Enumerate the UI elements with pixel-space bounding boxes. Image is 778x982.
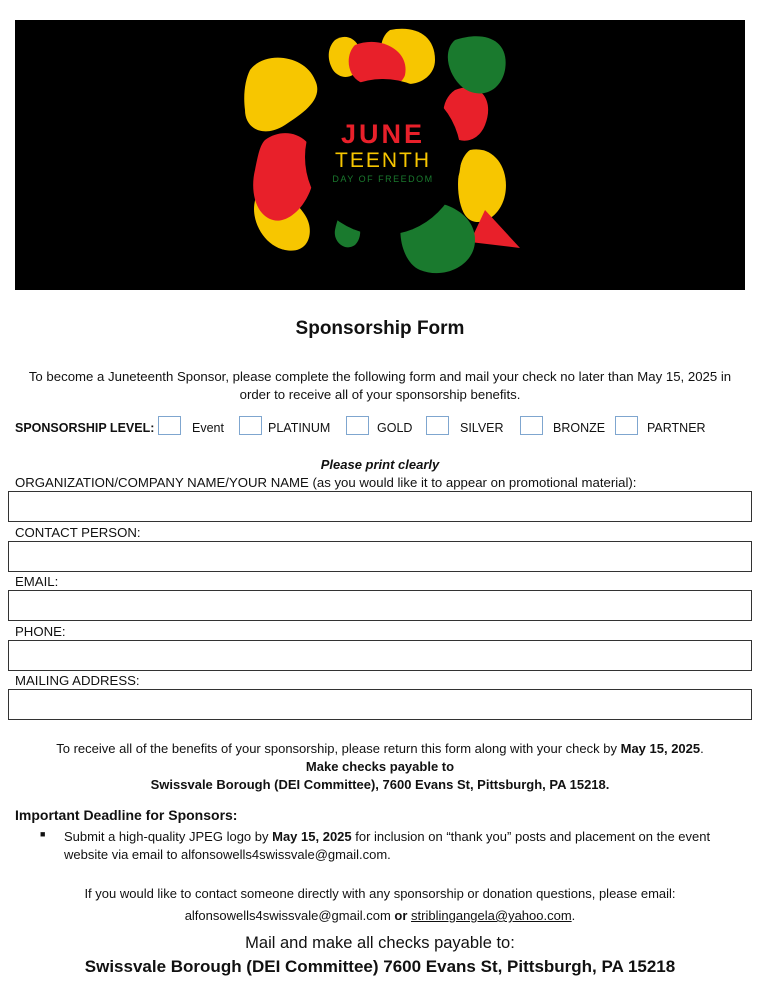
- contact-section: If you would like to contact someone directly with any sponsorship or donation questions, please email: alfonsowells4swissvale@gmail.com or striblingangela@yahoo.com.: [0, 883, 760, 927]
- payable-address: Swissvale Borough (DEI Committee), 7600 Evans St, Pittsburgh, PA 15218.: [150, 777, 610, 792]
- yellow-splash: [244, 58, 317, 132]
- contact-email-1[interactable]: alfonsowells4swissvale@gmail.com: [184, 908, 391, 923]
- option-silver-label: SILVER: [460, 421, 504, 435]
- bullet-rest: for inclusion on “thank you” posts and placement on the event website via email to alfonsowells4swissvale@gmail.com.: [64, 829, 711, 862]
- checkbox-bronze[interactable]: [520, 416, 543, 435]
- logo-day-of-freedom: DAY OF FREEDOM: [332, 174, 434, 184]
- contact-or: or: [394, 908, 408, 923]
- footer-address: Swissvale Borough (DEI Committee) 7600 Evans St, Pittsburgh, PA 15218: [84, 957, 676, 976]
- green-splash: [448, 36, 506, 93]
- option-gold-label: GOLD: [377, 421, 413, 435]
- option-platinum-label: PLATINUM: [268, 421, 331, 435]
- red-splash: [253, 133, 315, 221]
- mailing-address-field[interactable]: [8, 689, 752, 720]
- sponsorship-level-row: [15, 416, 755, 438]
- phone-field[interactable]: [8, 640, 752, 671]
- juneteenth-logo: [15, 20, 745, 290]
- return-note-date: May 15, 2025: [620, 741, 701, 756]
- email-label: EMAIL:: [15, 574, 59, 589]
- checkbox-event[interactable]: [158, 416, 181, 435]
- deadline-heading: Important Deadline for Sponsors:: [15, 807, 238, 823]
- organization-name-label: ORGANIZATION/COMPANY NAME/YOUR NAME (as you would like it to appear on promotional material):: [15, 475, 637, 490]
- bullet-icon: ■: [40, 829, 46, 839]
- juneteenth-banner: [15, 20, 745, 290]
- mailing-address-label: MAILING ADDRESS:: [15, 673, 140, 688]
- option-partner-label: PARTNER: [647, 421, 706, 435]
- print-clearly-note: Please print clearly: [320, 457, 440, 472]
- phone-label: PHONE:: [15, 624, 66, 639]
- option-bronze-label: BRONZE: [553, 421, 606, 435]
- contact-email-2-link[interactable]: striblingangela@yahoo.com: [411, 908, 572, 923]
- payable-line: Make checks payable to: [305, 759, 455, 774]
- email-field[interactable]: [8, 590, 752, 621]
- contact-person-label: CONTACT PERSON:: [15, 525, 141, 540]
- footer-mail-line: Mail and make all checks payable to:: [245, 934, 515, 952]
- deadline-bullet: [64, 828, 754, 864]
- contact-person-field[interactable]: [8, 541, 752, 572]
- bullet-date: May 15, 2025: [272, 829, 352, 844]
- yellow-splash: [458, 149, 506, 222]
- logo-teenth: TEENTH: [335, 149, 431, 172]
- sponsorship-level-label: SPONSORSHIP LEVEL:: [15, 421, 155, 435]
- checkbox-gold[interactable]: [346, 416, 369, 435]
- return-note-text: To receive all of the benefits of your sponsorship, please return this form along with your check by: [56, 741, 617, 756]
- bullet-prefix: Submit a high-quality JPEG logo by: [64, 829, 269, 844]
- checkbox-partner[interactable]: [615, 416, 638, 435]
- contact-line: If you would like to contact someone directly with any sponsorship or donation questions, please email:: [84, 886, 676, 901]
- organization-name-field[interactable]: [8, 491, 752, 522]
- page-title: Sponsorship Form: [295, 318, 465, 339]
- checkbox-silver[interactable]: [426, 416, 449, 435]
- option-event-label: Event: [192, 421, 224, 435]
- intro-text: To become a Juneteenth Sponsor, please complete the following form and mail your check no later than May 15, 2025 in order to receive all of your sponsorship benefits.: [28, 369, 732, 402]
- logo-june: JUNE: [340, 119, 426, 149]
- return-note: [0, 740, 760, 794]
- checkbox-platinum[interactable]: [239, 416, 262, 435]
- return-note-line: To receive all of the benefits of your sponsorship, please return this form along with your check by May 15, 2025.: [56, 741, 704, 756]
